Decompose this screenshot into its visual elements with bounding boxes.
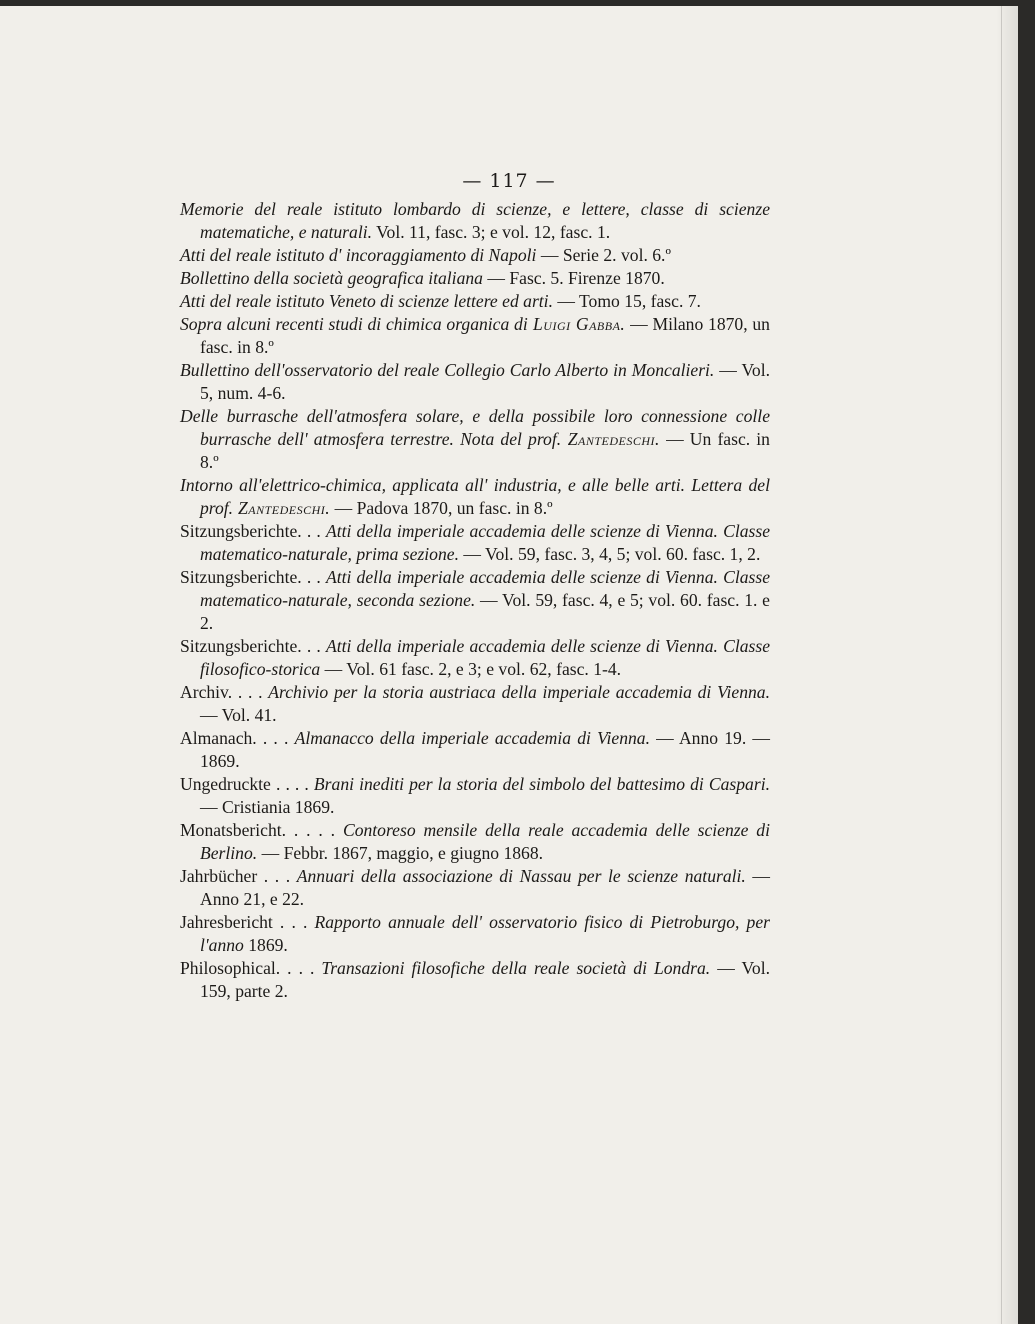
entry-title: Archivio per la storia austriaca della imperiale accademia di Vienna. bbox=[268, 682, 770, 702]
bibliography-entry bbox=[180, 474, 770, 520]
entry-details: — Padova 1870, un fasc. in 8.º bbox=[330, 498, 553, 518]
entry-details: — Febbr. 1867, maggio, e giugno 1868. bbox=[257, 843, 544, 863]
entry-details: — Vol. 41. bbox=[200, 705, 277, 725]
entry-author: Zantedeschi. bbox=[233, 498, 331, 518]
entry-title: Atti della imperiale accademia delle scienze di Vienna. Classe matematico-naturale, prima sezione. bbox=[200, 521, 771, 564]
entry-details: Vol. 11, fasc. 3; e vol. 12, fasc. 1. bbox=[372, 222, 611, 242]
bibliography-entry bbox=[180, 566, 770, 635]
entry-prefix: Archiv. . . . bbox=[180, 682, 269, 702]
entry-title: Bollettino della società geografica italiana bbox=[180, 268, 483, 288]
entry-title: Rapporto annuale dell' osservatorio fisico di Pietroburgo, per l'anno bbox=[200, 912, 770, 955]
entry-prefix: Jahrbücher . . . bbox=[180, 866, 297, 886]
entries-list bbox=[180, 198, 770, 1003]
bibliography-entry bbox=[180, 773, 770, 819]
entry-details: — Vol. 59, fasc. 4, e 5; vol. 60. fasc. 1. e 2. bbox=[200, 590, 770, 633]
document-page bbox=[0, 6, 1018, 1324]
bibliography-entry bbox=[180, 290, 770, 313]
entry-details: — Anno 19. — 1869. bbox=[200, 728, 770, 771]
entry-title: Brani inediti per la storia del simbolo del battesimo di Caspari. bbox=[313, 774, 770, 794]
entry-prefix: Sitzungsberichte. . . bbox=[180, 567, 326, 587]
entry-title: Atti del reale istituto Veneto di scienze lettere ed arti. bbox=[180, 291, 553, 311]
entry-title: Memorie del reale istituto lombardo di scienze, e lettere, classe di scienze matematiche, e naturali. bbox=[180, 199, 770, 242]
entry-title: Transazioni filosofiche della reale società di Londra. bbox=[321, 958, 711, 978]
bibliography-entry bbox=[180, 198, 770, 244]
entry-prefix: Ungedruckte . . . . bbox=[180, 774, 314, 794]
entry-prefix: Monatsbericht. . . . . bbox=[180, 820, 343, 840]
bibliography-entry bbox=[180, 520, 770, 566]
entry-title: Contoreso mensile della reale accademia delle scienze di Berlino. bbox=[200, 820, 770, 863]
entry-prefix: Almanach. . . . bbox=[180, 728, 295, 748]
entry-title: Almanacco della imperiale accademia di Vienna. bbox=[294, 728, 650, 748]
entry-author: Luigi Gabba. bbox=[527, 314, 626, 334]
entry-title: Delle burrasche dell'atmosfera solare, e della possibile loro connessione colle burrasche dell' atmosfera terrestre. Nota del prof. bbox=[180, 406, 770, 449]
page-edge bbox=[1001, 6, 1002, 1324]
entry-prefix: Sitzungsberichte. . . bbox=[180, 521, 326, 541]
entry-title: Atti della imperiale accademia delle scienze di Vienna. Classe filosofico-storica bbox=[200, 636, 771, 679]
entry-prefix: Philosophical. . . . bbox=[180, 958, 322, 978]
bibliography-entry bbox=[180, 819, 770, 865]
bibliography-entry bbox=[180, 359, 770, 405]
entry-details: — Tomo 15, fasc. 7. bbox=[552, 291, 701, 311]
bibliography-entry bbox=[180, 865, 770, 911]
entry-title: Sopra alcuni recenti studi di chimica organica di bbox=[180, 314, 528, 334]
entry-details: — Serie 2. vol. 6.º bbox=[536, 245, 671, 265]
entry-title: Atti del reale istituto d' incoraggiamento di Napoli bbox=[180, 245, 537, 265]
bibliography-entry bbox=[180, 405, 770, 474]
entry-details: — Vol. 5, num. 4-6. bbox=[200, 360, 771, 403]
entry-prefix: Jahresbericht . . . bbox=[180, 912, 315, 932]
entry-title: Atti della imperiale accademia delle scienze di Vienna. Classe matematico-naturale, seconda sezione. bbox=[200, 567, 771, 610]
entry-details: — Vol. 59, fasc. 3, 4, 5; vol. 60. fasc. 1, 2. bbox=[458, 544, 761, 564]
page-number: — 117 — bbox=[462, 170, 556, 192]
entry-details: — Milano 1870, un fasc. in 8.º bbox=[200, 314, 770, 357]
bibliography-entry bbox=[180, 267, 770, 290]
entry-title: Intorno all'elettrico-chimica, applicata all' industria, e alle belle arti. Lettera del prof. bbox=[180, 475, 770, 518]
bibliography-entry bbox=[180, 244, 770, 267]
entry-title: Annuari della associazione di Nassau per le scienze naturali. bbox=[296, 866, 746, 886]
entry-details: — Vol. 159, parte 2. bbox=[200, 958, 770, 1001]
entry-details: — Un fasc. in 8.º bbox=[200, 429, 770, 472]
entry-details: — Fasc. 5. Firenze 1870. bbox=[482, 268, 665, 288]
bibliography-entry bbox=[180, 635, 770, 681]
entry-details: 1869. bbox=[243, 935, 288, 955]
entry-author: Zantedeschi. bbox=[561, 429, 660, 449]
entry-details: — Cristiania 1869. bbox=[200, 797, 335, 817]
bibliography-entry bbox=[180, 313, 770, 359]
entry-details: — Anno 21, e 22. bbox=[200, 866, 770, 909]
bibliography-entry bbox=[180, 681, 770, 727]
entry-title: Bullettino dell'osservatorio del reale Collegio Carlo Alberto in Moncalieri. bbox=[180, 360, 715, 380]
bibliography-entry bbox=[180, 957, 770, 1003]
entry-details: — Vol. 61 fasc. 2, e 3; e vol. 62, fasc. 1-4. bbox=[320, 659, 622, 679]
bibliography-entry bbox=[180, 727, 770, 773]
entry-prefix: Sitzungsberichte. . . bbox=[180, 636, 326, 656]
bibliography-entry bbox=[180, 911, 770, 957]
